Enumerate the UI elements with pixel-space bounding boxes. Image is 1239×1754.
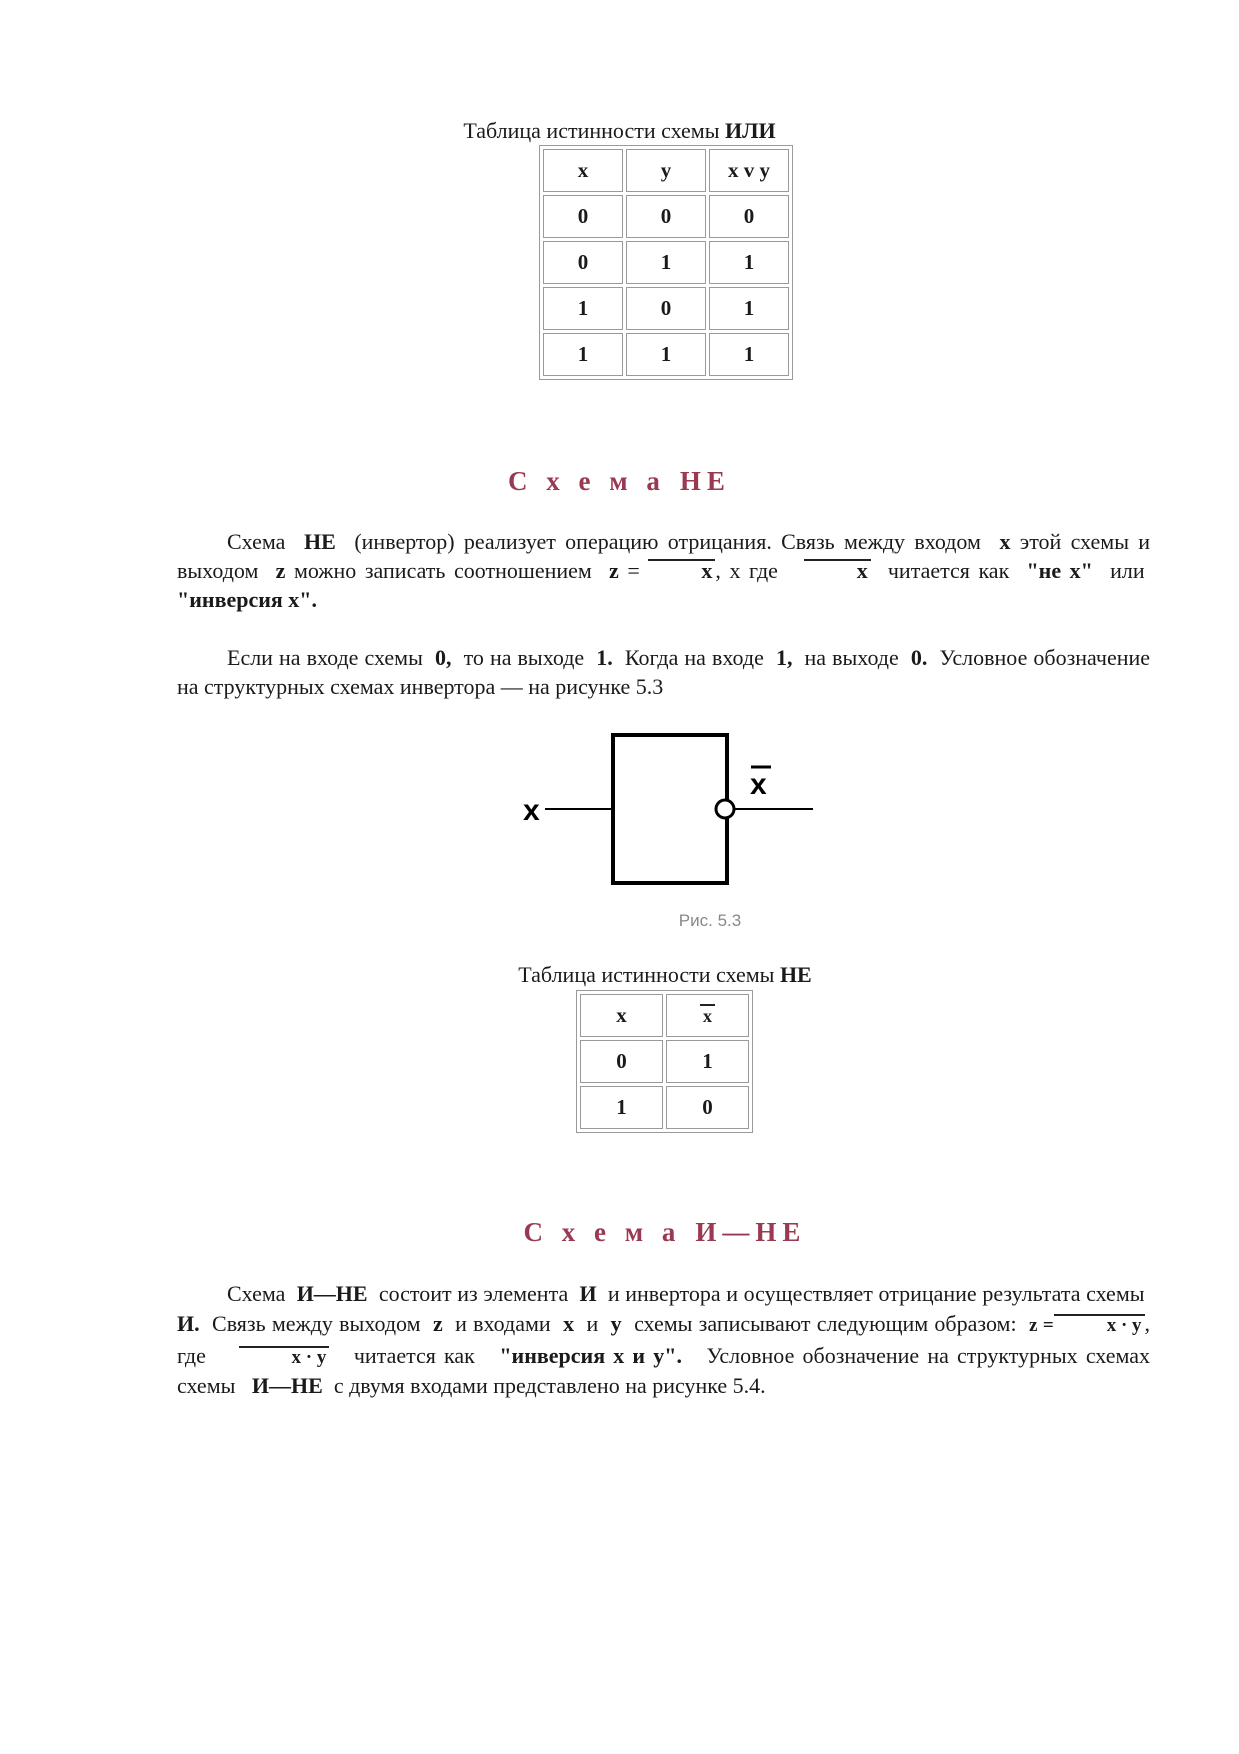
table-or-caption xyxy=(0,118,1239,144)
bold-term: x xyxy=(999,529,1011,554)
text: на выходе xyxy=(804,645,899,670)
text: с двумя входами представлено на рисунке 5.4. xyxy=(333,1373,766,1398)
text: читается как xyxy=(887,558,1010,583)
text: то на выходе xyxy=(463,645,585,670)
text: Связь между выходом xyxy=(212,1311,421,1336)
table-row xyxy=(580,1086,749,1129)
caption-bold: ИЛИ xyxy=(725,118,776,143)
output-label: x xyxy=(750,768,767,801)
input-label: x xyxy=(523,794,540,827)
bold-term: 0, xyxy=(434,645,452,670)
caption-text: Таблица истинности схемы xyxy=(463,118,720,143)
table-row xyxy=(543,195,789,238)
text: , где xyxy=(177,1311,1151,1368)
table-not-caption xyxy=(0,962,1239,988)
table-header-row xyxy=(543,149,789,192)
table-row xyxy=(543,287,789,330)
bold-term: 0. xyxy=(910,645,928,670)
bold-term: НЕ xyxy=(303,529,336,554)
text: Схема xyxy=(227,1281,286,1306)
section-heading-nand xyxy=(0,1217,1239,1248)
formula-nand: x · y xyxy=(1054,1314,1145,1336)
header-not-x xyxy=(666,994,749,1037)
bold-term: "не x" xyxy=(1026,558,1093,583)
text: можно записать соотношением xyxy=(293,558,592,583)
text: и входами xyxy=(455,1311,551,1336)
formula-lhs: z = xyxy=(1028,1315,1054,1336)
text: (инвертор) реализует операцию отрицания. Связь между входом xyxy=(354,529,981,554)
bold-term: 1. xyxy=(596,645,613,670)
cell: 1 xyxy=(666,1040,749,1083)
header-or: x v y xyxy=(709,149,789,192)
heading-word: С х е м а xyxy=(508,466,666,496)
formula-inverse-x: x xyxy=(700,1004,715,1026)
cell: 0 xyxy=(626,195,706,238)
inverter-diagram xyxy=(515,725,825,895)
formula-nand: x · y xyxy=(239,1346,330,1368)
cell: 1 xyxy=(709,333,789,376)
cell: 1 xyxy=(580,1086,663,1129)
heading-word: С х е м а xyxy=(523,1217,682,1247)
bold-term: И—НЕ xyxy=(251,1373,323,1398)
paragraph-not-behavior xyxy=(177,643,1150,701)
text: Схема xyxy=(227,529,286,554)
formula-inverse-x: x xyxy=(648,559,715,581)
text: читается как xyxy=(353,1343,475,1368)
bold-term: "инверсия x". xyxy=(177,587,318,612)
bold-term: И xyxy=(579,1281,597,1306)
table-row xyxy=(580,1040,749,1083)
formula-inverse-x: x xyxy=(804,559,871,581)
bold-term: z xyxy=(609,558,619,583)
text: или xyxy=(1110,558,1145,583)
truth-table-or xyxy=(539,145,793,380)
truth-table-not xyxy=(576,990,753,1133)
inverter-box xyxy=(613,735,727,883)
text: Условное обозначение на структурных схемах инвертора — на рисунке 5.3 xyxy=(177,645,1151,699)
cell: 1 xyxy=(543,333,623,376)
text: = xyxy=(627,558,640,583)
text: и инвертора и осуществляет отрицание результата схемы xyxy=(607,1281,1145,1306)
cell: 1 xyxy=(543,287,623,330)
bold-term: "инверсия x и y". xyxy=(499,1343,682,1368)
text: Условное обозначение на структурных схемах схемы xyxy=(177,1343,1151,1398)
header-x: x xyxy=(543,149,623,192)
bold-term: И. xyxy=(177,1311,200,1336)
text: схемы записывают следующим образом: xyxy=(634,1311,1017,1336)
bold-term: И—НЕ xyxy=(296,1281,368,1306)
paragraph-nand-definition xyxy=(177,1279,1150,1401)
cell: 0 xyxy=(580,1040,663,1083)
bold-term: 1, xyxy=(775,645,793,670)
cell: 0 xyxy=(543,195,623,238)
header-y: y xyxy=(626,149,706,192)
caption-bold: НЕ xyxy=(779,962,812,987)
cell: 1 xyxy=(626,333,706,376)
inversion-bubble xyxy=(716,800,734,818)
section-heading-not xyxy=(0,466,1239,497)
text: Когда на входе xyxy=(624,645,764,670)
table-row xyxy=(543,241,789,284)
table-header-row xyxy=(580,994,749,1037)
heading-name: НЕ xyxy=(679,466,731,496)
paragraph-not-definition xyxy=(177,527,1150,614)
bold-term: x xyxy=(563,1311,575,1336)
caption-text: Таблица истинности схемы xyxy=(518,962,775,987)
text: Если на входе схемы xyxy=(227,645,423,670)
heading-name: И—НЕ xyxy=(695,1217,807,1247)
cell: 1 xyxy=(709,241,789,284)
cell: 0 xyxy=(543,241,623,284)
text: , x где xyxy=(715,558,778,583)
header-x: x xyxy=(580,994,663,1037)
cell: 1 xyxy=(626,241,706,284)
bold-term: z xyxy=(432,1311,443,1336)
bold-term: z xyxy=(275,558,286,583)
text: состоит из элемента xyxy=(378,1281,569,1306)
cell: 0 xyxy=(709,195,789,238)
table-row xyxy=(543,333,789,376)
bold-term: y xyxy=(610,1311,622,1336)
figure-caption: Рис. 5.3 xyxy=(678,911,742,930)
cell: 1 xyxy=(709,287,789,330)
cell: 0 xyxy=(626,287,706,330)
text: этой схемы и выходом xyxy=(177,529,1151,583)
text: и xyxy=(586,1311,599,1336)
cell: 0 xyxy=(666,1086,749,1129)
